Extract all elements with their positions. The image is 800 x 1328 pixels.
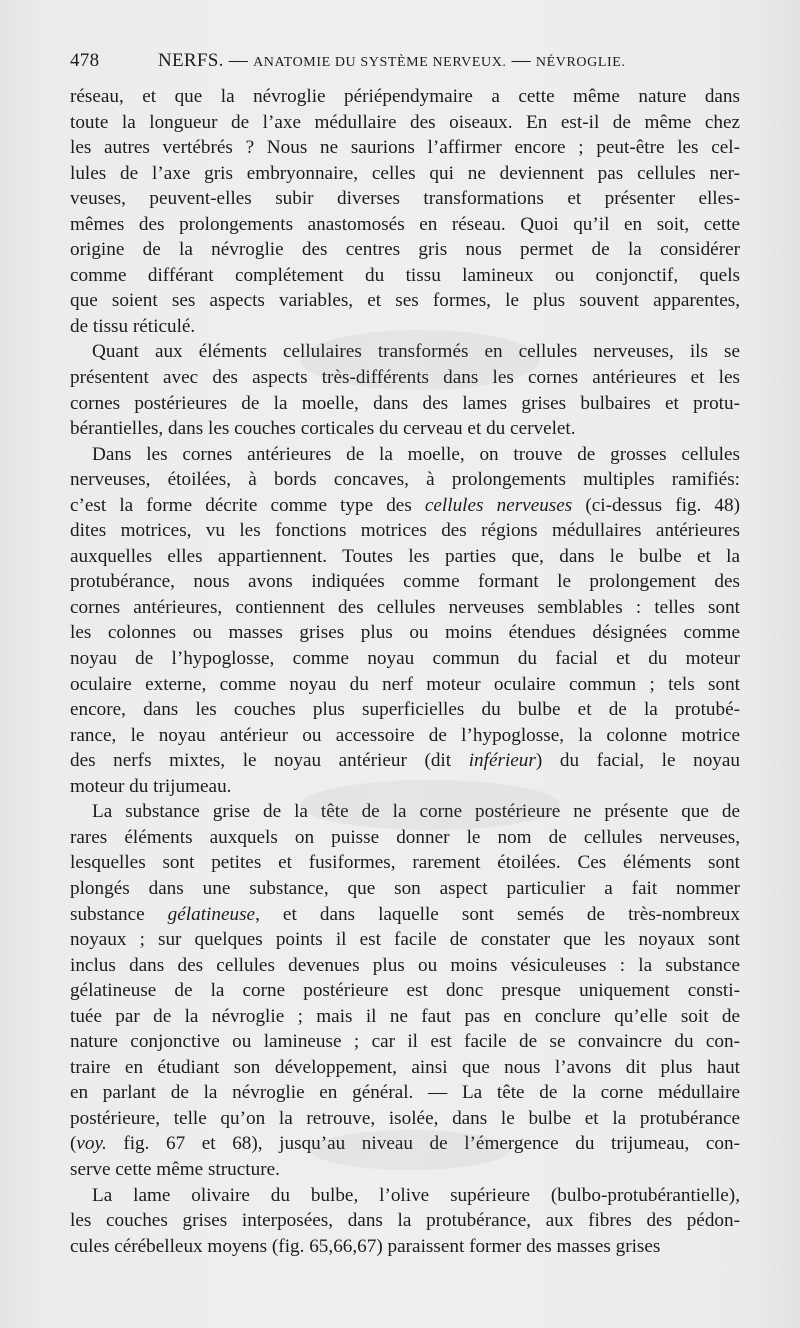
text-run: origine de la névroglie des centres gris nous permet de la considérer	[70, 239, 740, 261]
text-run: dites motrices, vu les fonctions motrices des régions médullaires antérieures	[70, 520, 740, 542]
header-separator: —	[506, 50, 536, 71]
text-line	[70, 288, 740, 314]
text-line	[70, 442, 740, 468]
chapter-title: ANATOMIE DU SYSTÈME NERVEUX.	[253, 55, 507, 70]
paragraph	[70, 84, 740, 339]
text-line	[70, 1183, 740, 1209]
text-line	[70, 1208, 740, 1234]
text-run: postérieure, telle qu’on la retrouve, isolée, dans le bulbe et la protubérance	[70, 1107, 740, 1129]
text-run: toute la longueur de l’axe médullaire des oiseaux. En est-il de même chez	[70, 111, 740, 133]
text-run: Quant aux éléments cellulaires transformés en cellules nerveuses, ils se	[92, 341, 740, 363]
text-line	[70, 876, 740, 902]
text-run: serve cette même structure.	[70, 1158, 280, 1180]
running-header	[70, 50, 740, 78]
text-run: protubérance, nous avons indiquées comme formant le prolongement des	[70, 571, 740, 593]
text-run: rares éléments auxquels on puisse donner le nom de cellules nerveuses,	[70, 826, 740, 848]
text-run: oculaire externe, comme noyau du nerf moteur oculaire commun ; tels sont	[70, 673, 740, 695]
text-line	[70, 467, 740, 493]
text-line	[70, 748, 740, 774]
page-number: 478	[70, 50, 100, 71]
italic-term: gélatineuse	[167, 903, 256, 925]
text-line	[70, 518, 740, 544]
text-run: c’est la forme décrite comme type des	[70, 494, 425, 516]
text-line	[70, 978, 740, 1004]
text-line	[70, 84, 740, 110]
text-line	[70, 850, 740, 876]
text-line	[70, 646, 740, 672]
body-text	[70, 84, 740, 1259]
text-run: noyau de l’hypoglosse, comme noyau commun du facial et du moteur	[70, 648, 740, 670]
text-run: noyaux ; sur quelques points il est facile de constater que les noyaux sont	[70, 929, 740, 951]
text-run: mêmes des prolongements anastomosés en réseau. Quoi qu’il en soit, cette	[70, 213, 740, 235]
text-run: cules cérébelleux moyens (fig. 65,66,67) paraissent former des masses grises	[70, 1235, 661, 1257]
text-run: substance	[70, 903, 168, 925]
text-run: encore, dans les couches plus superficielles du bulbe et de la protubé-	[70, 699, 740, 721]
italic-term: voy.	[76, 1133, 107, 1155]
text-line	[70, 135, 740, 161]
text-line	[70, 723, 740, 749]
text-line	[70, 902, 740, 928]
text-line	[70, 1131, 740, 1157]
text-line	[70, 237, 740, 263]
text-line	[70, 391, 740, 417]
text-run: cornes postérieures de la moelle, dans des lames grises bulbaires et protu-	[70, 392, 740, 414]
text-line	[70, 595, 740, 621]
text-run: traire en étudiant son développement, ainsi que nous l’avons dit plus haut	[70, 1056, 740, 1078]
text-line	[70, 569, 740, 595]
text-run: en parlant de la névroglie en général. — La tête de la corne médullaire	[70, 1082, 740, 1104]
text-line	[70, 825, 740, 851]
text-line	[70, 620, 740, 646]
running-title	[158, 50, 626, 72]
text-run: nature conjonctive ou lamineuse ; car il est facile de se convaincre du con-	[70, 1031, 740, 1053]
text-run: les autres vertébrés ? Nous ne saurions l’affirmer encore ; peut-être les cel-	[70, 137, 740, 159]
text-line	[70, 1234, 740, 1260]
text-line	[70, 493, 740, 519]
paragraph	[70, 339, 740, 441]
text-run: cornes antérieures, contiennent des cellules nerveuses semblables : telles sont	[70, 596, 740, 618]
topic-title: NÉVROGLIE.	[535, 55, 626, 70]
header-separator: —	[223, 50, 254, 71]
text-run: lesquelles sont petites et fusiformes, rarement étoilées. Ces éléments sont	[70, 852, 740, 874]
text-line	[70, 110, 740, 136]
text-run: bérantielles, dans les couches corticales du cerveau et du cervelet.	[70, 418, 576, 440]
text-line	[70, 544, 740, 570]
text-line	[70, 774, 740, 800]
text-run: réseau, et que la névroglie périépendymaire a cette même nature dans	[70, 86, 740, 107]
paragraph	[70, 1183, 740, 1260]
text-line	[70, 1106, 740, 1132]
text-run: (	[70, 1133, 77, 1155]
text-run: moteur du trijumeau.	[70, 775, 232, 797]
text-line	[70, 799, 740, 825]
text-line	[70, 927, 740, 953]
text-run: que soient ses aspects variables, et ses formes, le plus souvent apparentes,	[70, 290, 740, 312]
text-run: La lame olivaire du bulbe, l’olive supérieure (bulbo-protubérantielle),	[92, 1184, 740, 1206]
text-line	[70, 1055, 740, 1081]
text-run: présentent avec des aspects très-différents dans les cornes antérieures et les	[70, 367, 740, 389]
text-line	[70, 314, 740, 340]
text-run: de tissu réticulé.	[70, 315, 196, 337]
text-run: , et dans laquelle sont semés de très-nombreux	[255, 903, 740, 925]
text-run: Dans les cornes antérieures de la moelle, on trouve de grosses cellules	[92, 443, 740, 465]
text-run: fig. 67 et 68), jusqu’au niveau de l’émergence du trijumeau, con-	[106, 1133, 740, 1155]
text-line	[70, 1080, 740, 1106]
text-line	[70, 1157, 740, 1183]
text-run: veuses, peuvent-elles subir diverses transformations et présenter elles-	[70, 188, 740, 210]
text-line	[70, 1029, 740, 1055]
text-line	[70, 672, 740, 698]
paragraph	[70, 799, 740, 1182]
text-run: ) du facial, le noyau	[535, 750, 740, 772]
text-line	[70, 161, 740, 187]
section-title: NERFS.	[158, 50, 224, 71]
text-run: (ci-dessus fig. 48)	[572, 494, 740, 516]
text-line	[70, 186, 740, 212]
text-line	[70, 953, 740, 979]
text-line	[70, 365, 740, 391]
text-run: gélatineuse de la corne postérieure est donc presque uniquement consti-	[70, 980, 740, 1002]
text-run: les colonnes ou masses grises plus ou moins étendues désignées comme	[70, 622, 740, 644]
text-line	[70, 416, 740, 442]
text-run: des nerfs mixtes, le noyau antérieur (dit	[70, 750, 469, 772]
text-run: lules de l’axe gris embryonnaire, celles qui ne deviennent pas cellules ner-	[70, 162, 740, 184]
italic-term: cellules nerveuses	[424, 494, 573, 516]
text-run: La substance grise de la tête de la corne postérieure ne présente que de	[92, 801, 740, 823]
text-run: plongés dans une substance, que son aspect particulier a fait nommer	[70, 877, 740, 899]
text-run: nerveuses, étoilées, à bords concaves, à prolongements multiples ramifiés:	[70, 469, 740, 491]
text-run: les couches grises interposées, dans la protubérance, aux fibres des pédon-	[70, 1210, 740, 1232]
text-run: comme différant complétement du tissu lamineux ou conjonctif, quels	[70, 264, 740, 286]
text-line	[70, 697, 740, 723]
text-run: tuée par de la névroglie ; mais il ne faut pas en conclure qu’elle soit de	[70, 1005, 740, 1027]
text-line	[70, 339, 740, 365]
text-run: inclus dans des cellules devenues plus ou moins vésiculeuses : la substance	[70, 954, 740, 976]
text-run: auxquelles elles appartiennent. Toutes les parties que, dans le bulbe et la	[70, 545, 740, 567]
text-line	[70, 1004, 740, 1030]
italic-term: inférieur	[468, 750, 536, 772]
text-line	[70, 212, 740, 238]
text-run: rance, le noyau antérieur ou accessoire de l’hypoglosse, la colonne motrice	[70, 724, 740, 746]
paragraph	[70, 442, 740, 800]
text-line	[70, 263, 740, 289]
